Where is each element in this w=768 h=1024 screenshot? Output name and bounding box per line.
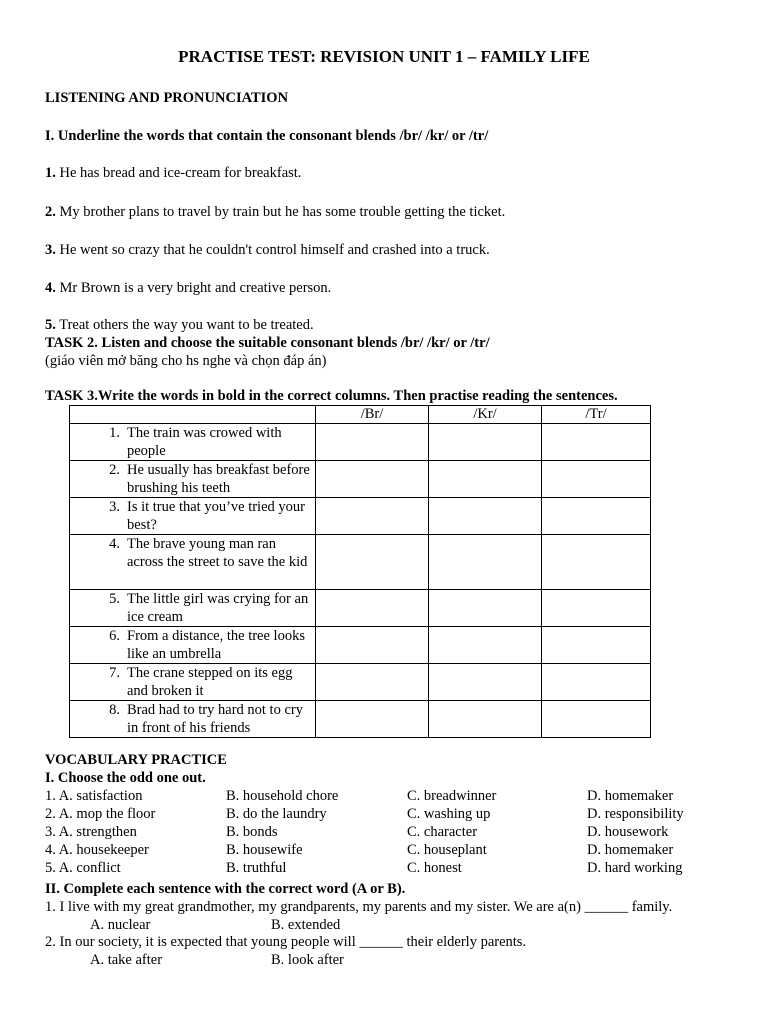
odd-option-b: B. do the laundry bbox=[226, 806, 327, 822]
odd-option-d: D. homemaker bbox=[587, 842, 674, 858]
task1-item bbox=[45, 242, 490, 259]
odd-option-c: C. honest bbox=[407, 860, 462, 876]
header-cell-tr: /Tr/ bbox=[542, 406, 651, 424]
odd-option-b: B. truthful bbox=[226, 860, 287, 876]
task1-heading: I. Underline the words that contain the consonant blends /br/ /kr/ or /tr/ bbox=[45, 128, 489, 144]
row-number: 8. bbox=[109, 702, 120, 718]
answer-cell-kr[interactable] bbox=[429, 664, 542, 701]
table-row bbox=[70, 461, 651, 498]
answer-cell-kr[interactable] bbox=[429, 535, 542, 590]
sentence-cell bbox=[70, 627, 316, 664]
odd-option-b: B. housewife bbox=[226, 842, 303, 858]
item-text: Mr Brown is a very bright and creative person. bbox=[55, 280, 332, 296]
row-sentence: The little girl was crying for an ice cream bbox=[127, 591, 309, 625]
complete-option-b: B. look after bbox=[271, 952, 344, 968]
vocab-heading: VOCABULARY PRACTICE bbox=[45, 752, 227, 768]
table-header-row bbox=[70, 406, 651, 424]
row-sentence: The train was crowed with people bbox=[127, 425, 282, 459]
row-number: 3. bbox=[109, 499, 120, 515]
row-number: 6. bbox=[109, 628, 120, 644]
answer-cell-kr[interactable] bbox=[429, 590, 542, 627]
answer-cell-kr[interactable] bbox=[429, 498, 542, 535]
answer-cell-kr[interactable] bbox=[429, 627, 542, 664]
row-number: 4. bbox=[109, 536, 120, 552]
row-number: 1. bbox=[109, 425, 120, 441]
odd-option-a: 2. A. mop the floor bbox=[45, 806, 156, 822]
odd-option-c: C. breadwinner bbox=[407, 788, 497, 804]
answer-cell-kr[interactable] bbox=[429, 424, 542, 461]
row-sentence: The brave young man ran across the street to save the kid bbox=[127, 536, 308, 570]
header-cell-br: /Br/ bbox=[316, 406, 429, 424]
task1-item bbox=[45, 165, 301, 182]
odd-option-d: D. housework bbox=[587, 824, 669, 840]
answer-cell-kr[interactable] bbox=[429, 461, 542, 498]
task3-heading: TASK 3.Write the words in bold in the correct columns. Then practise reading the sentences. bbox=[45, 388, 618, 404]
table-row bbox=[70, 701, 651, 738]
answer-cell-tr[interactable] bbox=[542, 424, 651, 461]
task1-item bbox=[45, 204, 505, 221]
odd-option-d: D. homemaker bbox=[587, 788, 674, 804]
odd-option-b: B. bonds bbox=[226, 824, 278, 840]
table-row bbox=[70, 424, 651, 461]
item-text: My brother plans to travel by train but he has some trouble getting the ticket. bbox=[55, 204, 506, 220]
odd-option-a: 4. A. housekeeper bbox=[45, 842, 149, 858]
item-number: 1. bbox=[45, 165, 56, 181]
sentence-cell bbox=[70, 590, 316, 627]
item-text: Treat others the way you want to be treated. bbox=[55, 317, 314, 333]
answer-cell-tr[interactable] bbox=[542, 535, 651, 590]
odd-option-c: C. character bbox=[407, 824, 478, 840]
item-number: 5. bbox=[45, 317, 56, 333]
page-title: PRACTISE TEST: REVISION UNIT 1 – FAMILY LIFE bbox=[178, 47, 590, 66]
odd-option-a: 3. A. strengthen bbox=[45, 824, 137, 840]
table-row bbox=[70, 498, 651, 535]
odd-option-b: B. household chore bbox=[226, 788, 339, 804]
row-number: 7. bbox=[109, 665, 120, 681]
sentence-cell bbox=[70, 701, 316, 738]
item-number: 3. bbox=[45, 242, 56, 258]
odd-option-c: C. houseplant bbox=[407, 842, 487, 858]
sentence-cell bbox=[70, 498, 316, 535]
task2-heading: TASK 2. Listen and choose the suitable consonant blends /br/ /kr/ or /tr/ bbox=[45, 335, 490, 351]
header-cell-sentence bbox=[70, 406, 316, 424]
task2-note: (giáo viên mở băng cho hs nghe và chọn đáp án) bbox=[45, 353, 327, 369]
table-row bbox=[70, 627, 651, 664]
answer-cell-br[interactable] bbox=[316, 664, 429, 701]
table-row bbox=[70, 535, 651, 590]
row-number: 2. bbox=[109, 462, 120, 478]
item-number: 2. bbox=[45, 204, 56, 220]
row-sentence: From a distance, the tree looks like an umbrella bbox=[127, 628, 305, 662]
row-sentence: The crane stepped on its egg and broken it bbox=[127, 665, 293, 699]
answer-cell-br[interactable] bbox=[316, 424, 429, 461]
answer-cell-br[interactable] bbox=[316, 461, 429, 498]
sentence-cell bbox=[70, 461, 316, 498]
header-cell-kr: /Kr/ bbox=[429, 406, 542, 424]
listening-heading: LISTENING AND PRONUNCIATION bbox=[45, 90, 289, 106]
complete-question: 1. I live with my great grandmother, my grandparents, my parents and my sister. We are a(n) ______ family. bbox=[45, 899, 673, 915]
task3-table bbox=[69, 405, 651, 738]
item-text: He went so crazy that he couldn't control himself and crashed into a truck. bbox=[55, 242, 490, 258]
complete-option-a: A. nuclear bbox=[90, 917, 151, 933]
answer-cell-br[interactable] bbox=[316, 701, 429, 738]
row-sentence: He usually has breakfast before brushing his teeth bbox=[127, 462, 310, 496]
complete-heading: II. Complete each sentence with the correct word (A or B). bbox=[45, 881, 406, 897]
task1-item bbox=[45, 317, 314, 334]
row-sentence: Is it true that you’ve tried your best? bbox=[127, 499, 305, 533]
answer-cell-tr[interactable] bbox=[542, 664, 651, 701]
complete-question: 2. In our society, it is expected that young people will ______ their elderly parents. bbox=[45, 934, 527, 950]
row-sentence: Brad had to try hard not to cry in front of his friends bbox=[127, 702, 303, 736]
complete-option-b: B. extended bbox=[271, 917, 341, 933]
sentence-cell bbox=[70, 424, 316, 461]
sentence-cell bbox=[70, 535, 316, 590]
odd-option-d: D. hard working bbox=[587, 860, 683, 876]
task1-item bbox=[45, 280, 331, 297]
odd-option-a: 1. A. satisfaction bbox=[45, 788, 143, 804]
odd-option-d: D. responsibility bbox=[587, 806, 684, 822]
complete-option-a: A. take after bbox=[90, 952, 163, 968]
sentence-cell bbox=[70, 664, 316, 701]
answer-cell-br[interactable] bbox=[316, 590, 429, 627]
answer-cell-kr[interactable] bbox=[429, 701, 542, 738]
answer-cell-br[interactable] bbox=[316, 535, 429, 590]
table-row bbox=[70, 664, 651, 701]
answer-cell-tr[interactable] bbox=[542, 627, 651, 664]
row-number: 5. bbox=[109, 591, 120, 607]
odd-one-out-list bbox=[45, 788, 745, 878]
item-number: 4. bbox=[45, 280, 56, 296]
answer-cell-tr[interactable] bbox=[542, 701, 651, 738]
answer-cell-br[interactable] bbox=[316, 627, 429, 664]
item-text: He has bread and ice-cream for breakfast. bbox=[55, 165, 302, 181]
odd-one-out-heading: I. Choose the odd one out. bbox=[45, 770, 206, 786]
odd-option-a: 5. A. conflict bbox=[45, 860, 121, 876]
answer-cell-tr[interactable] bbox=[542, 498, 651, 535]
odd-option-c: C. washing up bbox=[407, 806, 491, 822]
answer-cell-tr[interactable] bbox=[542, 590, 651, 627]
answer-cell-tr[interactable] bbox=[542, 461, 651, 498]
table-row bbox=[70, 590, 651, 627]
answer-cell-br[interactable] bbox=[316, 498, 429, 535]
